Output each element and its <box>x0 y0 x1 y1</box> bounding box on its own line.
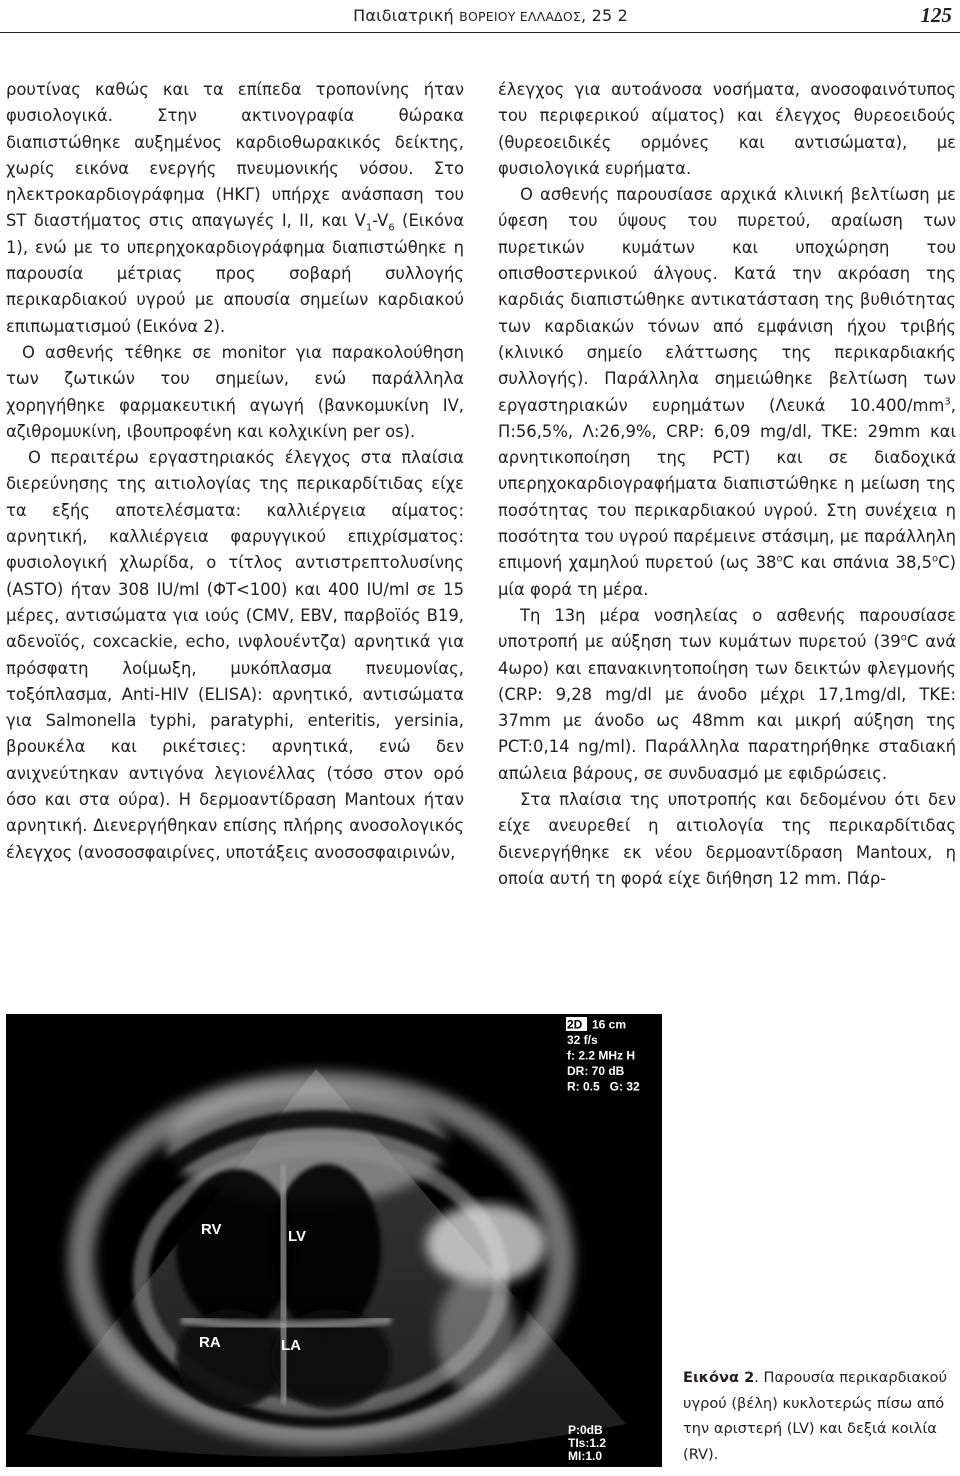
paragraph: Ο περαιτέρω εργαστηριακός έλεγχος στα πλαίσια διερεύνησης της αιτιολογίας της περικαρδίτιδας είχε τα εξής αποτελέσματα: καλλιέργεια αίματος: αρνητική, καλλιέργεια φαρυγγικού επιχρίσματος: φυσιολογική χλωρίδα, ο τίτλος αντιστρεπτολυσίνης (ASTO) ήταν 308 IU/ml (ΦΤ<100) και 400 IU/ml σε 15 μέρες, αντισώματα για ιούς (CMV, EBV, παρβοϊός Β19, αδενοϊός, coxcackie, echo, ινφλουέντζα) αρνητικά για πρόσφατη λοίμωξη, μυκόπλασμα πνευμονίας, τοξόπλασμα, Anti-HIV (ELISA): αρνητικό, αντισώματα για Salmonella typhi, paratyphi, enteritis, yersinia, βρουκέλα και ρικέτσιες: αρνητικά, ενώ δεν ανιχνεύτηκαν αντιγόνα λεγιονέλλας (τόσο στον ορό όσο και στα ούρα). Η δερμοαντίδραση Mantoux ήταν αρνητική. Διενεργήθηκαν επίσης πλήρης ανοσολογικός έλεγχος (ανοσοσφαιρίνες, υποτάξεις ανοσοσφαιρινών, <box>6 448 464 862</box>
paragraph: Ο ασθενής παρουσίασε αρχικά κλινική βελτίωση με ύφεση του ύψους του πυρετού, αραίωση των πυρετικών κυμάτων και υποχώρηση του οπισθοστερνικού άλγους. Κατά την ακρόαση της καρδιάς διαπιστώθηκε αντικατάσταση της βυθιότητας των καρδιακών τόνων από εμφάνιση ήχου τριβής (κλινικό σημείο ελάττωσης της περικαρδιακής συλλογής). Παράλληλα σημειώθηκε βελτίωση των εργαστηριακών ευρημάτων (Λευκά $10.400/mm^3$, Π:56,5%, Λ:26,9%, CRP: 6,09 mg/dl, ΤΚΕ: 29mm και αρνητικοποίηση της PCT) και σε διαδοχικά υπερηχοκαρδιογραφήματα διαπιστώθηκε η μείωση της ποσότητας του περικαρδιακού υγρού. Στη συνέχεια η ποσότητα του υγρού παρέμεινε στάσιμη, με παράλληλη επιμονή χαμηλού πυρετού (ως $38^oC$ και σπάνια $38,5^oC$) μία φορά τη μέρα. <box>498 185 956 599</box>
label-rv: RV <box>201 1221 222 1238</box>
mechanical-index: MI:1.0 <box>568 1449 603 1463</box>
echo-setting: 16 cm <box>592 1017 627 1032</box>
mode-indicator: 2D <box>567 1017 583 1032</box>
page-number: 125 <box>920 3 952 27</box>
header-rule <box>0 32 960 33</box>
echo-setting: R: 0.5 G: 32 <box>567 1079 640 1094</box>
label-la: LA <box>281 1337 301 1354</box>
label-ra: RA <box>199 1334 221 1351</box>
paragraph: Στα πλαίσια της υποτροπής και δεδομένου ότι δεν είχε ανευρεθεί η αιτιολογία της περικαρδίτιδας διενεργήθηκε εκ νέου δερμοαντίδραση Mantoux, η οποία αυτή τη φορά είχε διήθηση 12 mm. Πάρ- <box>498 790 956 888</box>
label-lv: LV <box>288 1228 307 1245</box>
paragraph: Τη 13η μέρα νοσηλείας ο ασθενής παρουσίασε υποτροπή με αύξηση των κυμάτων πυρετού ($39^oC$ ανά 4ωρο) και επανακινητοποίηση των δεικτών φλεγμονής (CRP: 9,28 mg/dl με άνοδο μέχρι 17,1mg/dl, ΤΚΕ: 37mm με άνοδο ως 48mm και μικρή αύξηση της PCT:0,14 ng/ml). Παράλληλα παρατηρήθηκε σταδιακή απώλεια βάρους, σε συνδυασμό με εφιδρώσεις. <box>498 605 956 783</box>
paragraph: έλεγχος για αυτοάνοσα νοσήματα, ανοσοφαινότυπος του περιφερικού αίματος) και έλεγχος θυρεοειδούς (θυρεοειδικές ορμόνες και αντισώματα), με φυσιολογικά ευρήματα. <box>498 80 956 178</box>
power-setting: P:0dB <box>568 1423 603 1437</box>
journal-title: Παιδιατρική ΒΟΡΕΙΟΥ ΕΛΛΑΔΟΣ, 25 2 <box>353 6 628 25</box>
echocardiogram-image <box>6 1014 662 1467</box>
echo-setting: f: 2.2 MHz H <box>567 1048 636 1063</box>
thermal-index: TIs:1.2 <box>568 1436 607 1450</box>
running-header <box>0 0 960 28</box>
paragraph: ρουτίνας καθώς και τα επίπεδα τροπονίνης ήταν φυσιολογικά. Στην ακτινογραφία θώρακα διαπιστώθηκε αυξημένος καρδιοθωρακικός δείκτης, χωρίς εικόνα ενεργής πνευμονικής νόσου. Στο ηλεκτροκαρδιογράφημα (ΗΚΓ) υπήρχε ανάσπαση του ST διαστήματος στις απαγωγές I, II, και $V_1-V_6$ (Εικόνα 1), ενώ με το υπερηχοκαρδιογράφημα διαπιστώθηκε η παρουσία μέτριας προς σοβαρή συλλογής περικαρδιακού υγρού με απουσία σημείων καρδιακού επιπωματισμού (Εικόνα 2). <box>6 80 464 336</box>
right-column <box>498 77 956 892</box>
figure-caption: Εικόνα 2. Παρουσία περικαρδιακού υγρού (βέλη) κυκλοτερώς πίσω από την αριστερή (LV) και δεξιά κοιλία (RV). <box>683 1369 948 1463</box>
echo-setting: DR: 70 dB <box>567 1064 625 1078</box>
echo-setting: 32 f/s <box>567 1033 598 1047</box>
paragraph: Ο ασθενής τέθηκε σε monitor για παρακολούθηση των ζωτικών του σημείων, ενώ παράλληλα χορηγήθηκε φαρμακευτική αγωγή (βανκομυκίνη IV, αζιθρομυκίνη, ιβουπροφένη και κολχικίνη per os). <box>6 342 464 441</box>
left-column <box>6 77 464 866</box>
